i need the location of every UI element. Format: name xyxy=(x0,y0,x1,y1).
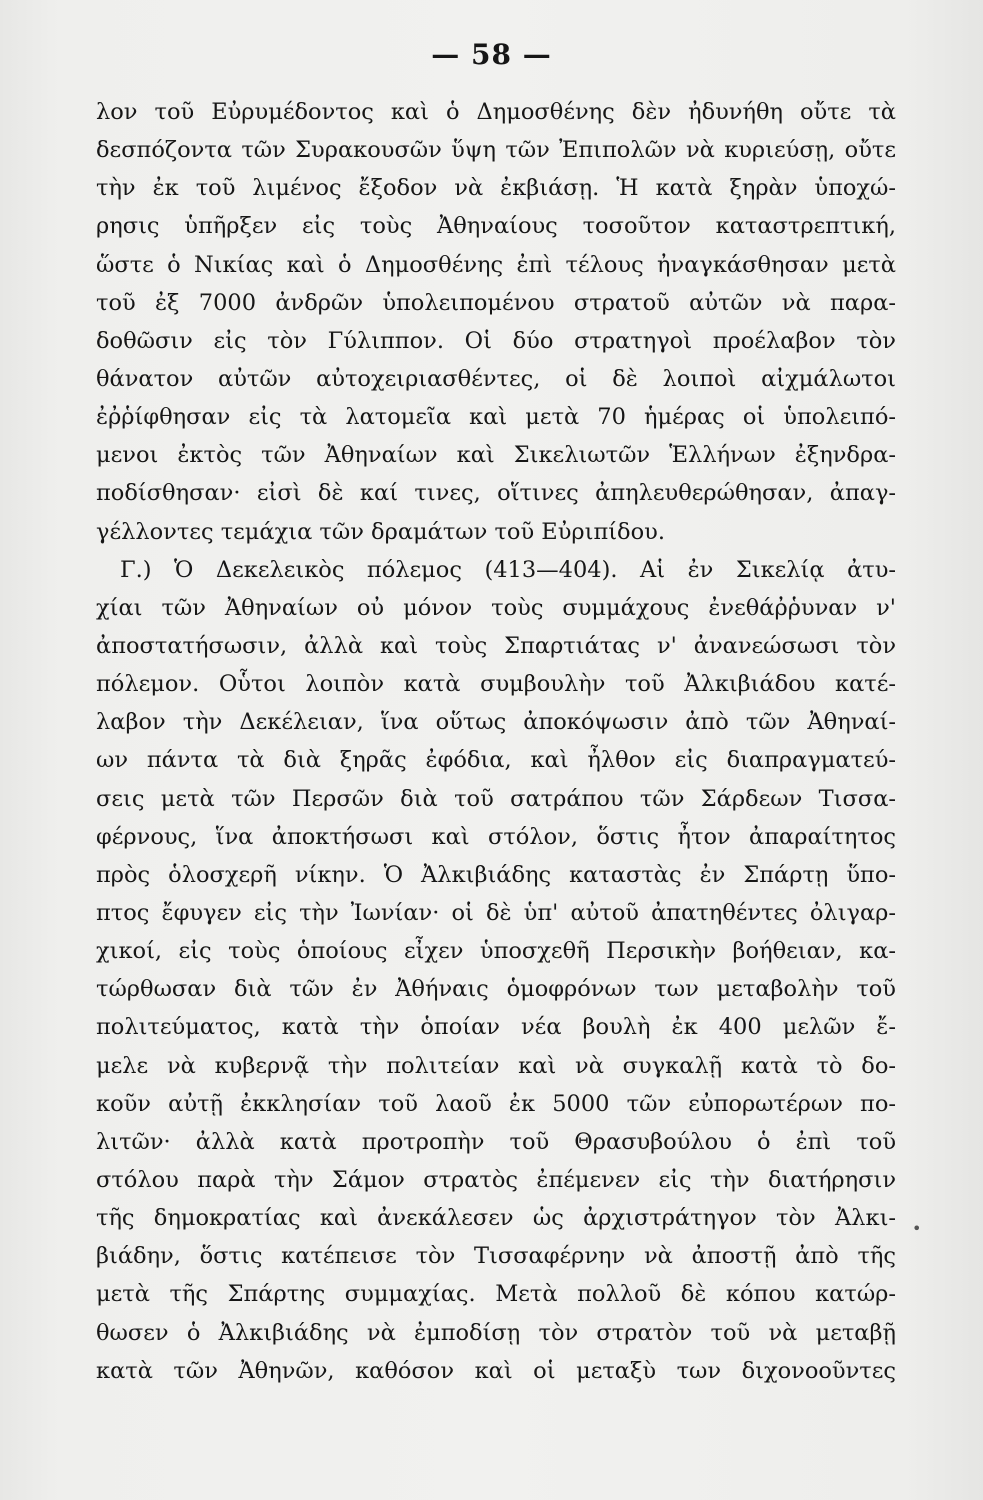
text-line: πρὸς ὁλοσχερῆ νίκην. Ὁ Ἀλκιβιάδης καταστὰς ἐν Σπάρτῃ ὕπο- xyxy=(96,861,896,888)
text-line: στόλου παρὰ τὴν Σάμον στρατὸς ἐπέμενεν εἰς τὴν διατήρησιν xyxy=(96,1166,896,1193)
text-line: κατὰ τῶν Ἀθηνῶν, καθόσον καὶ οἱ μεταξὺ των διχονοοῦντες xyxy=(96,1357,896,1384)
body-text xyxy=(96,93,896,1390)
text-line: πόλεμον. Οὗτοι λοιπὸν κατὰ συμβουλὴν τοῦ Ἀλκιβιάδου κατέ- xyxy=(96,671,896,698)
text-line: μελε νὰ κυβερνᾷ τὴν πολιτείαν καὶ νὰ συγκαλῇ κατὰ τὸ δο- xyxy=(96,1052,896,1079)
text-line: σεις μετὰ τῶν Περσῶν διὰ τοῦ σατράπου τῶν Σάρδεων Τισσα- xyxy=(96,785,896,812)
text-line: ἀποστατήσωσιν, ἀλλὰ καὶ τοὺς Σπαρτιάτας ν' ἀνανεώσωσι τὸν xyxy=(96,632,896,659)
text-line: χικοί, εἰς τοὺς ὁποίους εἶχεν ὑποσχεθῆ Περσικὴν βοήθειαν, κα- xyxy=(96,938,896,965)
text-line: θωσεν ὁ Ἀλκιβιάδης νὰ ἐμποδίσῃ τὸν στρατὸν τοῦ νὰ μεταβῇ xyxy=(96,1319,896,1346)
text-line: μενοι ἐκτὸς τῶν Ἀθηναίων καὶ Σικελιωτῶν Ἑλλήνων ἐξηνδρα- xyxy=(96,442,896,469)
text-line: χίαι τῶν Ἀθηναίων οὐ μόνον τοὺς συμμάχους ἐνεθάῤῥυναν ν' xyxy=(96,594,896,621)
text-line: δεσπόζοντα τῶν Συρακουσῶν ὕψη τῶν Ἐπιπολῶν νὰ κυριεύσῃ, οὔτε xyxy=(96,137,896,164)
text-line: κοῦν αὐτῇ ἐκκλησίαν τοῦ λαοῦ ἐκ 5000 τῶν εὐπορωτέρων πο- xyxy=(96,1090,896,1117)
margin-speck: • xyxy=(912,1219,922,1238)
text-line: γέλλοντες τεμάχια τῶν δραμάτων τοῦ Εὐριπίδου. xyxy=(96,518,665,545)
text-line: τώρθωσαν διὰ τῶν ἐν Ἀθήναις ὁμοφρόνων των μεταβολὴν τοῦ xyxy=(96,976,896,1003)
text-line: ποδίσθησαν· εἰσὶ δὲ καί τινες, οἵτινες ἀπηλευθερώθησαν, ἀπαγ- xyxy=(96,480,896,507)
page-number: — 58 — xyxy=(431,38,552,71)
text-line: τὴν ἐκ τοῦ λιμένος ἔξοδον νὰ ἐκβιάσῃ. Ἡ κατὰ ξηρὰν ὑποχώ- xyxy=(96,175,896,202)
text-line: ρησις ὑπῆρξεν εἰς τοὺς Ἀθηναίους τοσοῦτον καταστρεπτική, xyxy=(96,213,896,240)
text-line: τῆς δημοκρατίας καὶ ἀνεκάλεσεν ὡς ἀρχιστράτηγον τὸν Ἀλκι- xyxy=(96,1205,896,1232)
text-line: πολιτεύματος, κατὰ τὴν ὁποίαν νέα βουλὴ ἐκ 400 μελῶν ἔ- xyxy=(96,1014,896,1041)
text-line: τοῦ ἐξ 7000 ἀνδρῶν ὑπολειπομένου στρατοῦ αὐτῶν νὰ παρα- xyxy=(96,289,896,316)
text-line: πτος ἔφυγεν εἰς τὴν Ἰωνίαν· οἱ δὲ ὑπ' αὐτοῦ ἀπατηθέντες ὀλιγαρ- xyxy=(96,899,896,926)
text-line: μετὰ τῆς Σπάρτης συμμαχίας. Μετὰ πολλοῦ δὲ κόπου κατώρ- xyxy=(96,1281,896,1308)
text-line: λαβον τὴν Δεκέλειαν, ἵνα οὕτως ἀποκόψωσιν ἀπὸ τῶν Ἀθηναί- xyxy=(96,709,896,736)
text-line: θάνατον αὐτῶν αὐτοχειριασθέντες, οἱ δὲ λοιποὶ αἰχμάλωτοι xyxy=(96,365,896,392)
text-line: ων πάντα τὰ διὰ ξηρᾶς ἐφόδια, καὶ ἦλθον εἰς διαπραγματεύ- xyxy=(96,747,896,774)
text-line: λον τοῦ Εὐρυμέδοντος καὶ ὁ Δημοσθένης δὲν ἠδυνήθη οὔτε τὰ xyxy=(96,99,896,125)
text-line: λιτῶν· ἀλλὰ κατὰ προτροπὴν τοῦ Θρασυβούλου ὁ ἐπὶ τοῦ xyxy=(96,1128,896,1155)
text-line: βιάδην, ὅστις κατέπεισε τὸν Τισσαφέρνην νὰ ἀποστῇ ἀπὸ τῆς xyxy=(96,1243,896,1270)
text-line: φέρνους, ἵνα ἀποκτήσωσι καὶ στόλον, ὅστις ἦτον ἀπαραίτητος xyxy=(96,823,896,850)
text-line: ἐῤῥίφθησαν εἰς τὰ λατομεῖα καὶ μετὰ 70 ἡμέρας οἱ ὑπολειπό- xyxy=(96,404,896,431)
text-line: δοθῶσιν εἰς τὸν Γύλιππον. Οἱ δύο στρατηγοὶ προέλαβον τὸν xyxy=(96,327,896,354)
text-line: ὥστε ὁ Νικίας καὶ ὁ Δημοσθένης ἐπὶ τέλους ἠναγκάσθησαν μετὰ xyxy=(96,251,896,278)
section-heading-line: Γ.) Ὁ Δεκελεικὸς πόλεμος (413—404). Αἱ ἐν Σικελίᾳ ἀτυ- xyxy=(120,556,896,583)
